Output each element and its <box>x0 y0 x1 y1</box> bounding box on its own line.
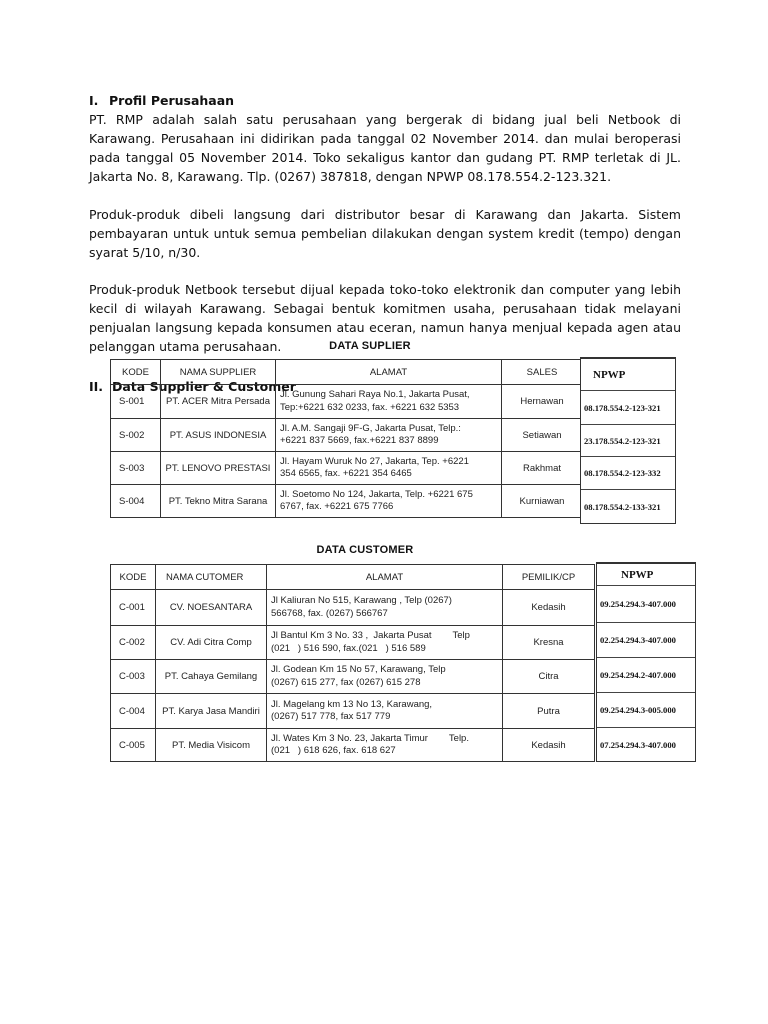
npwp-header: NPWP <box>597 564 695 586</box>
alamat-line: Jl Bantul Km 3 No. 33 , Jakarta Pusat Telp <box>271 630 470 641</box>
table-row <box>111 626 595 660</box>
supplier-table <box>110 359 583 518</box>
alamat-line: Jl. Gunung Sahari Raya No.1, Jakarta Pusat, <box>280 389 470 400</box>
column-header: NAMA CUTOMER <box>156 565 267 590</box>
nama-cell: CV. Adi Citra Comp <box>156 626 267 660</box>
npwp-header: NPWP <box>581 359 675 391</box>
supplier-npwp-column <box>580 357 676 524</box>
kode-cell: C-004 <box>111 694 156 729</box>
pemilik-cell: Citra <box>503 660 595 694</box>
npwp-cell: 09.254.294.3-407.000 <box>597 586 695 623</box>
paragraph-purchasing: Produk-produk dibeli langsung dari distributor besar di Karawang dan Jakarta. Sistem pembayaran untuk untuk semua pembelian dilakukan dengan system kredit (tempo) dengan syarat 5/10, n/30. <box>89 207 681 260</box>
kode-cell: C-001 <box>111 590 156 626</box>
alamat-line: +6221 837 5669, fax.+6221 837 8899 <box>280 435 439 446</box>
alamat-cell <box>276 485 502 518</box>
kode-cell: C-003 <box>111 660 156 694</box>
table-row <box>111 590 595 626</box>
alamat-line: 6767, fax. +6221 675 7766 <box>280 501 394 512</box>
table-row <box>111 660 595 694</box>
pemilik-cell: Putra <box>503 694 595 729</box>
nama-cell: PT. ASUS INDONESIA <box>161 419 276 452</box>
sales-cell: Rakhmat <box>502 452 583 485</box>
column-header: ALAMAT <box>276 360 502 385</box>
sales-cell: Hernawan <box>502 385 583 419</box>
nama-cell: PT. Cahaya Gemilang <box>156 660 267 694</box>
nama-cell: CV. NOESANTARA <box>156 590 267 626</box>
npwp-cell: 02.254.294.3-407.000 <box>597 623 695 658</box>
nama-cell: PT. ACER Mitra Persada <box>161 385 276 419</box>
column-header: KODE <box>111 565 156 590</box>
alamat-line: (021 ) 516 590, fax.(021 ) 516 589 <box>271 642 426 654</box>
section-1-heading <box>89 92 681 110</box>
alamat-cell <box>267 660 503 694</box>
alamat-line: Jl Kaliuran No 515, Karawang , Telp (0267) <box>271 595 452 606</box>
alamat-cell <box>267 590 503 626</box>
kode-cell: S-002 <box>111 419 161 452</box>
table-header-row <box>111 565 595 590</box>
section-number: II. <box>89 379 104 394</box>
table-row <box>111 694 595 729</box>
npwp-cell: 08.178.554.2-123-321 <box>581 391 675 425</box>
column-header: SALES <box>502 360 583 385</box>
alamat-line: Jl. A.M. Sangaji 9F-G, Jakarta Pusat, Telp.: <box>280 422 461 434</box>
alamat-line: Tep:+6221 632 0233, fax. +6221 632 5353 <box>280 401 460 413</box>
column-header: ALAMAT <box>267 565 503 590</box>
alamat-line: Jl. Godean Km 15 No 57, Karawang, Telp <box>271 664 446 675</box>
table-row <box>111 485 583 518</box>
npwp-cell: 08.178.554.2-123-332 <box>581 457 675 490</box>
nama-cell: PT. Tekno Mitra Sarana <box>161 485 276 518</box>
alamat-cell <box>267 729 503 762</box>
sales-cell: Setiawan <box>502 419 583 452</box>
alamat-line: Jl. Soetomo No 124, Jakarta, Telp. +6221 675 <box>280 488 473 500</box>
kode-cell: C-002 <box>111 626 156 660</box>
table-row <box>111 729 595 762</box>
npwp-cell: 07.254.294.3-407.000 <box>600 739 676 750</box>
column-header: KODE <box>111 360 161 385</box>
alamat-line: Jl. Magelang km 13 No 13, Karawang, <box>271 698 433 710</box>
column-header: PEMILIK/CP <box>503 565 595 590</box>
supplier-table-caption: DATA SUPLIER <box>329 340 411 352</box>
nama-cell: PT. LENOVO PRESTASI <box>161 452 276 485</box>
alamat-cell <box>267 626 503 660</box>
npwp-cell: 09.254.294.2-407.000 <box>597 658 695 693</box>
alamat-cell <box>267 694 503 729</box>
pemilik-cell: Kedasih <box>503 590 595 626</box>
nama-cell: PT. Media Visicom <box>156 729 267 762</box>
customer-npwp-column <box>596 562 696 762</box>
table-row <box>111 385 583 419</box>
kode-cell: C-005 <box>111 729 156 762</box>
alamat-line: (0267) 615 277, fax (0267) 615 278 <box>271 676 421 688</box>
npwp-cell: 09.254.294.3-005.000 <box>597 693 695 728</box>
kode-cell: S-004 <box>111 485 161 518</box>
column-header: NAMA SUPPLIER <box>161 360 276 385</box>
alamat-line: 566768, fax. (0267) 566767 <box>271 607 388 619</box>
paragraph-profile: PT. RMP adalah salah satu perusahaan yang bergerak di bidang jual beli Netbook di Karawang. Perusahaan ini didirikan pada tanggal 02 November 2014. dan mulai beroperasi pada tanggal 05 November 2014. Toko sekaligus kantor dan gudang PT. RMP terletak di JL. Jakarta No. 8, Karawang. Tlp. (0267) 387818, dengan NPWP 08.178.554.2-123.321. <box>89 112 681 184</box>
pemilik-cell: Kedasih <box>503 729 595 762</box>
table-row <box>111 419 583 452</box>
customer-table <box>110 564 595 762</box>
table-row <box>111 452 583 485</box>
table-header-row <box>111 360 583 385</box>
sales-cell: Kurniawan <box>502 485 583 518</box>
nama-cell: PT. Karya Jasa Mandiri <box>156 694 267 729</box>
npwp-cell: 23.178.554.2-123-321 <box>581 425 675 457</box>
alamat-cell <box>276 452 502 485</box>
kode-cell: S-001 <box>111 385 161 419</box>
paragraph-sales: Produk-produk Netbook tersebut dijual kepada toko-toko elektronik dan computer yang lebih kecil di wilayah Karawang. Sebagai bentuk komitmen usaha, perusahaan tidak melayani penjualan langsung kepada konsumen atau eceran, namun hanya menjual kepada agen atau pelanggan utama perusahaan. <box>89 282 681 354</box>
alamat-line: Jl. Hayam Wuruk No 27, Jakarta, Tep. +6221 <box>280 455 469 467</box>
kode-cell: S-003 <box>111 452 161 485</box>
customer-table-caption: DATA CUSTOMER <box>316 544 414 556</box>
alamat-cell <box>276 385 502 419</box>
pemilik-cell: Kresna <box>503 626 595 660</box>
alamat-line: 354 6565, fax. +6221 354 6465 <box>280 468 412 479</box>
section-number: I. <box>89 93 99 108</box>
section-title: Data Supplier & Customer <box>112 379 296 394</box>
section-title: Profil Perusahaan <box>109 93 235 108</box>
alamat-cell <box>276 419 502 452</box>
alamat-line: Jl. Wates Km 3 No. 23, Jakarta Timur Telp. <box>271 732 469 744</box>
alamat-line: (0267) 517 778, fax 517 779 <box>271 711 391 722</box>
npwp-cell: 08.178.554.2-133-321 <box>584 501 661 512</box>
alamat-line: (021 ) 618 626, fax. 618 627 <box>271 745 396 756</box>
